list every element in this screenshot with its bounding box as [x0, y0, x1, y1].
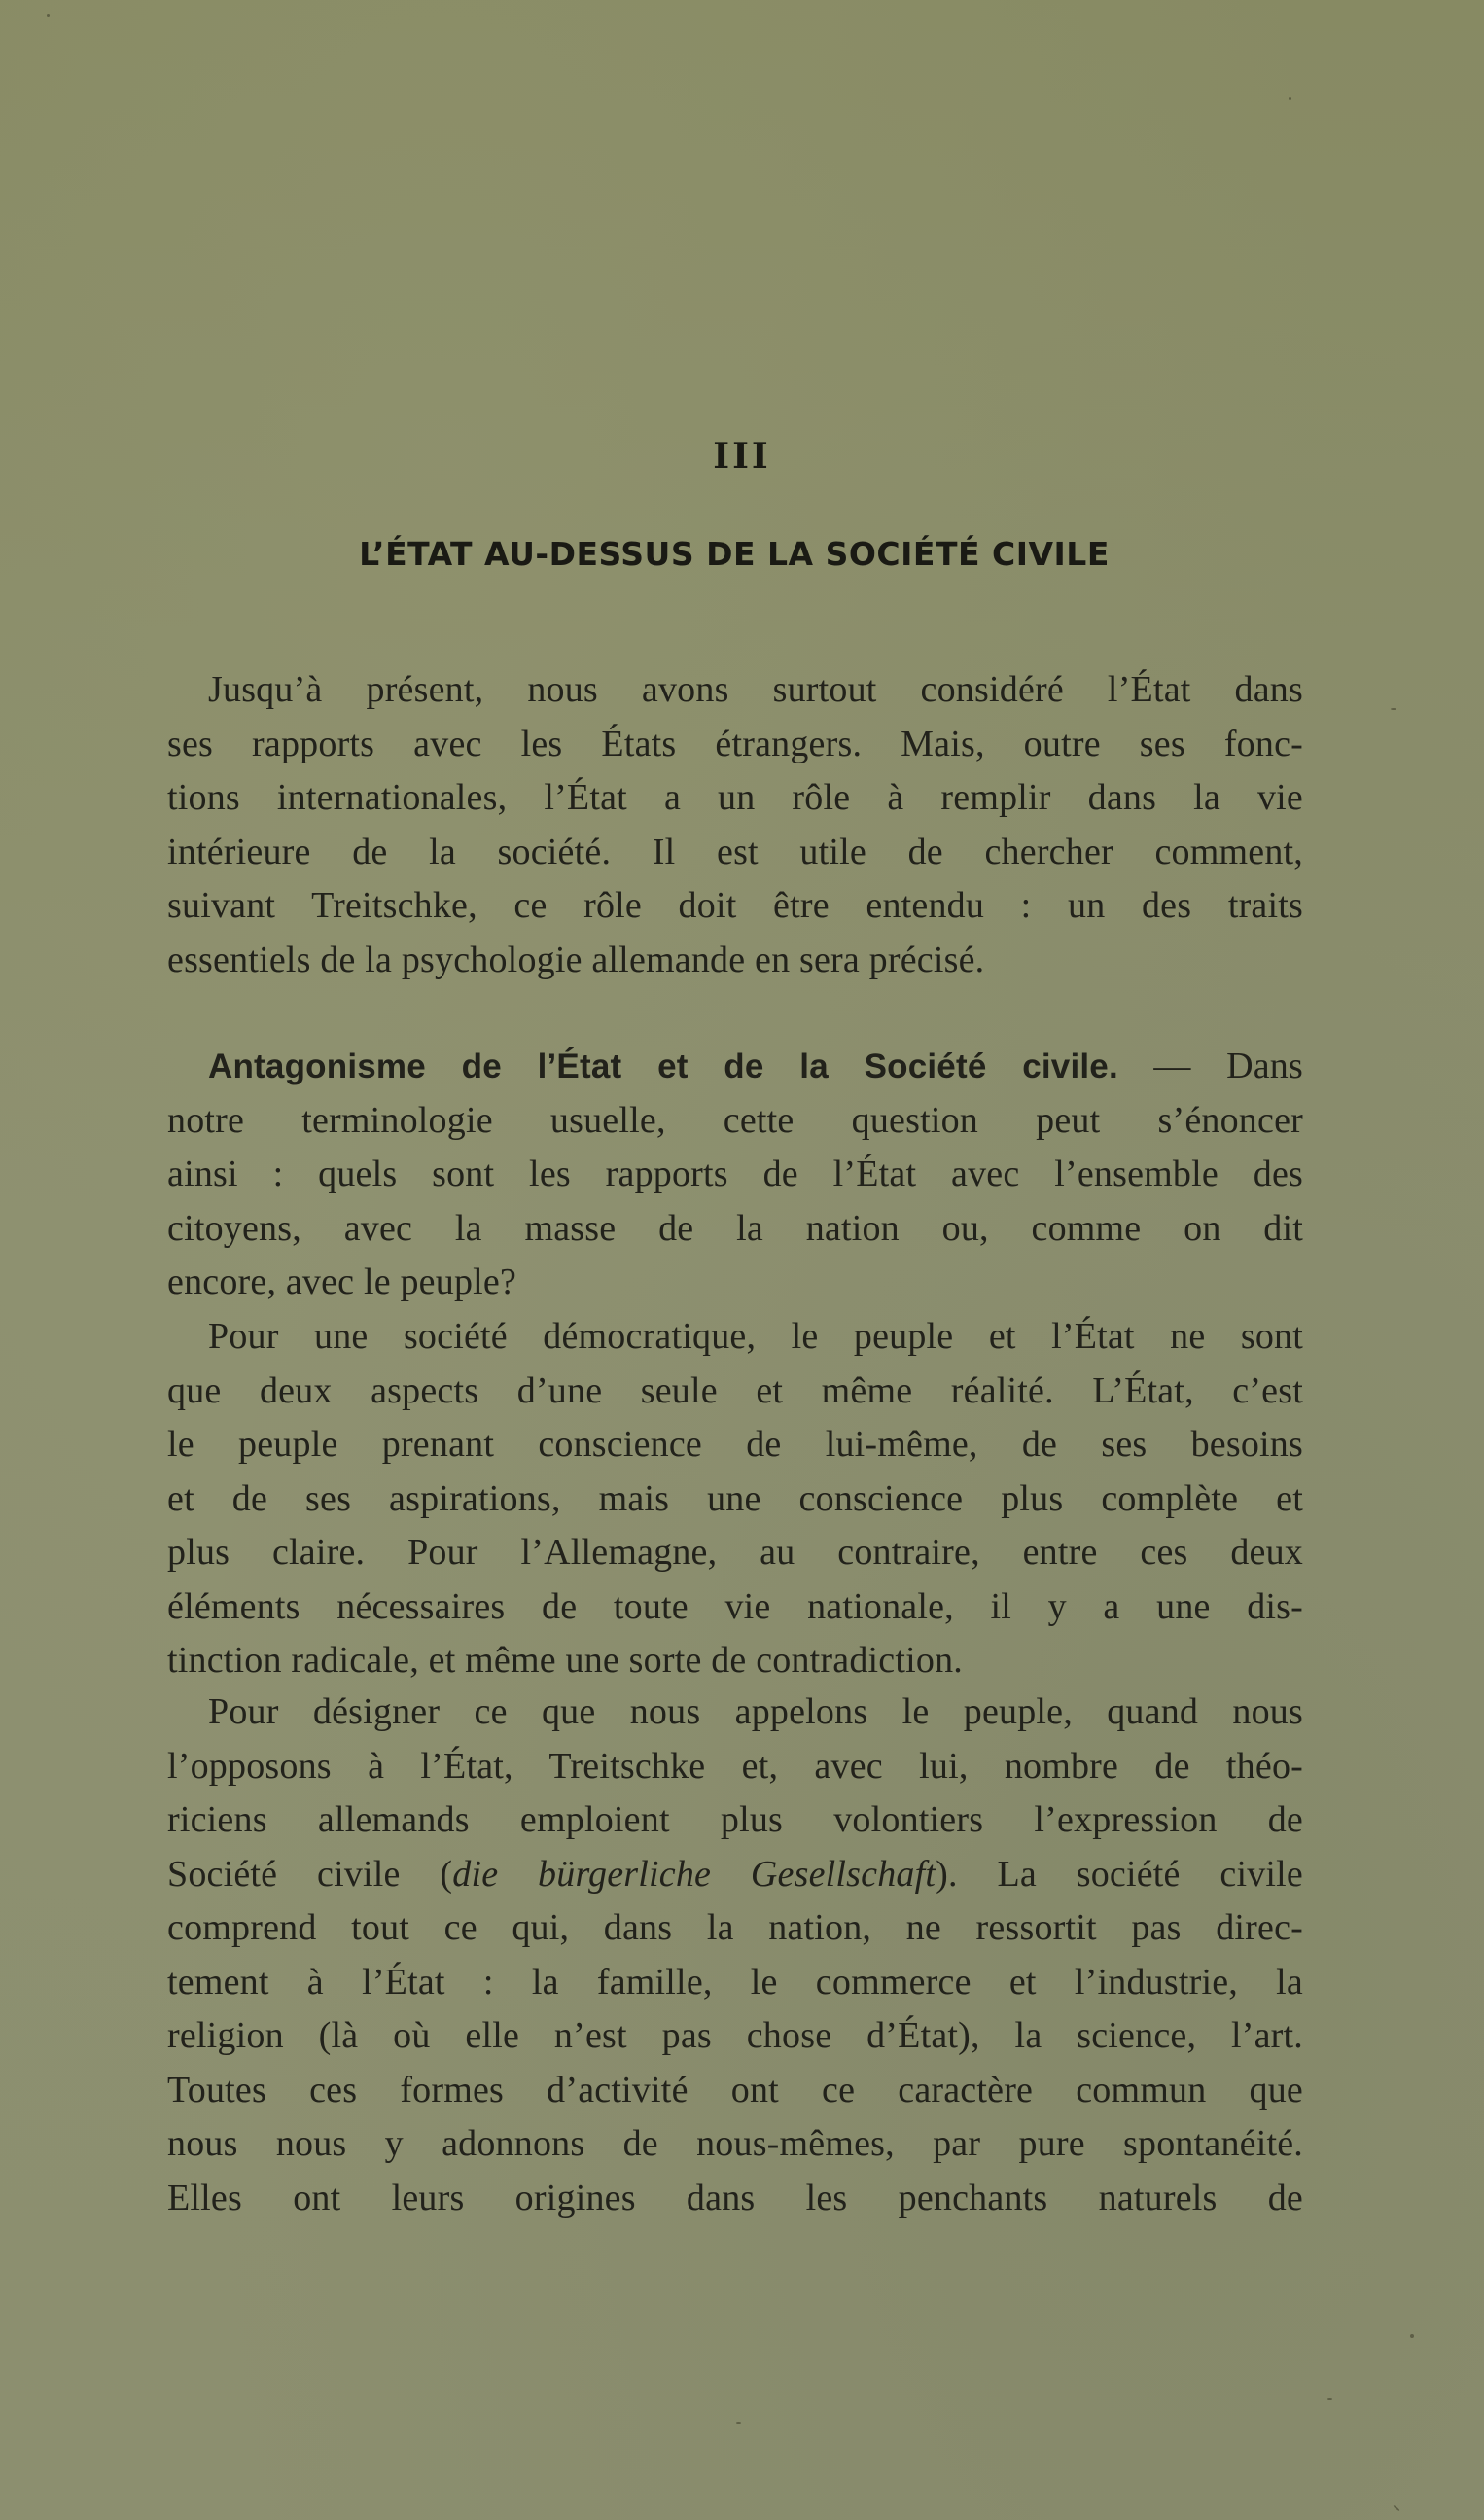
text-line: que deux aspects d’une seule et même réalité. L’État, c’est: [167, 1369, 1303, 1411]
heading-continuation: — Dans: [1117, 1046, 1303, 1086]
text-line: tinction radicale, et même une sorte de contradiction.: [167, 1640, 963, 1681]
text-line: Jusqu’à présent, nous avons surtout considéré l’État dans: [208, 669, 1303, 710]
paragraph-societe-civile: [167, 1686, 1303, 2225]
text-line: nous nous y adonnons de nous-mêmes, par pure spontanéité.: [167, 2123, 1303, 2164]
text-line: ainsi : quels sont les rapports de l’État avec l’ensemble des: [167, 1154, 1303, 1194]
paragraph-democratie: [167, 1310, 1303, 1688]
paragraph-antagonisme: [167, 1040, 1303, 1310]
text-segment: Société civile (: [167, 1853, 453, 1895]
text-line: essentiels de la psychologie allemande en sera précisé.: [167, 939, 985, 980]
text-line: éléments nécessaires de toute vie nationale, il y a une dis-: [167, 1585, 1303, 1627]
text-line: Pour désigner ce que nous appelons le peuple, quand nous: [208, 1691, 1303, 1732]
text-line: suivant Treitschke, ce rôle doit être entendu : un des traits: [167, 885, 1303, 926]
text-segment: ). La société civile: [936, 1853, 1303, 1895]
text-line: tions internationales, l’État a un rôle à remplir dans la vie: [167, 777, 1303, 818]
paper-speck: [1410, 2334, 1414, 2338]
text-line: plus claire. Pour l’Allemagne, au contraire, entre ces deux: [167, 1532, 1303, 1573]
paper-speck: [1289, 97, 1291, 100]
text-line: tement à l’État : la famille, le commerce et l’industrie, la: [167, 1961, 1303, 2003]
text-line-with-italic: [167, 1848, 1303, 1902]
text-line: et de ses aspirations, mais une conscience plus complète et: [167, 1477, 1303, 1519]
paper-speck: [736, 2422, 741, 2424]
text-line-with-heading: [167, 1040, 1303, 1094]
text-line: comprend tout ce qui, dans la nation, ne ressortit pas direc-: [167, 1907, 1303, 1948]
paragraph-intro: [167, 663, 1303, 987]
chapter-number: III: [713, 436, 771, 477]
text-line: ses rapports avec les États étrangers. Mais, outre ses fonc-: [167, 723, 1303, 764]
text-line: notre terminologie usuelle, cette question peut s’énoncer: [167, 1099, 1303, 1141]
text-line: l’opposons à l’État, Treitschke et, avec lui, nombre de théo-: [167, 1745, 1303, 1787]
text-line: citoyens, avec la masse de la nation ou, comme on dit: [167, 1207, 1303, 1249]
text-line: encore, avec le peuple?: [167, 1261, 517, 1302]
paper-speck: [1393, 2505, 1399, 2512]
paper-speck: [47, 14, 50, 17]
text-line: Toutes ces formes d’activité ont ce caractère commun que: [167, 2069, 1303, 2111]
text-line: Elles ont leurs origines dans les penchants naturels de: [167, 2177, 1303, 2218]
text-line: riciens allemands emploient plus volontiers l’expression de: [167, 1799, 1303, 1840]
section-heading: Antagonisme de l’État et de la Société civile.: [208, 1047, 1118, 1085]
foreign-term: die bürgerliche Gesellschaft: [452, 1853, 936, 1895]
text-line: religion (là où elle n’est pas chose d’État), la science, l’art.: [167, 2015, 1303, 2056]
text-line: intérieure de la société. Il est utile de chercher comment,: [167, 831, 1303, 872]
chapter-title: L’ÉTAT AU-DESSUS DE LA SOCIÉTÉ CIVILE: [359, 535, 1110, 573]
paper-speck: [1391, 708, 1396, 710]
paper-speck: [1327, 2398, 1332, 2400]
text-line: le peuple prenant conscience de lui-même, de ses besoins: [167, 1424, 1303, 1465]
text-line: Pour une société démocratique, le peuple et l’État ne sont: [208, 1316, 1303, 1357]
